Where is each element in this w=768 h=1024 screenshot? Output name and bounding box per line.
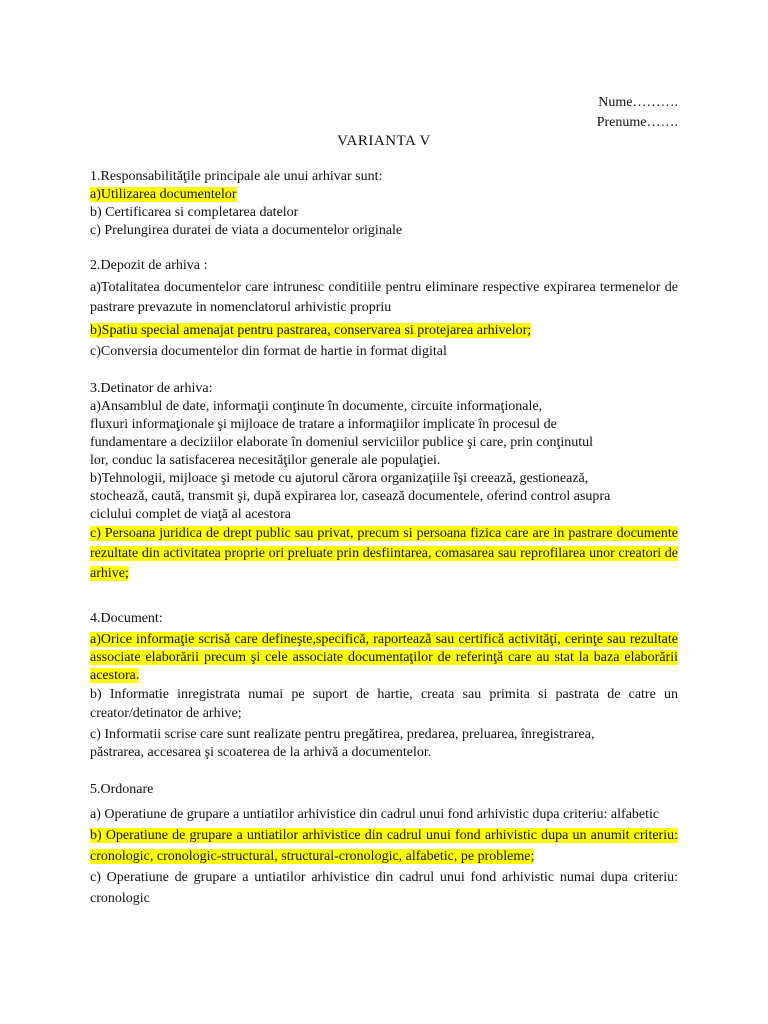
question-3-answer-b-line2: stochează, caută, transmit şi, după expirarea lor, casează documentele, oferind control asupra bbox=[90, 489, 611, 504]
nume-field: Nume………. bbox=[598, 95, 678, 110]
question-3-answer-a-line1: a)Ansamblul de date, informaţii conţinute în documente, circuite informaţionale, bbox=[90, 399, 543, 414]
question-3-answer-b-line3: ciclului complet de viaţă al acestora bbox=[90, 507, 291, 522]
question-2-answer-c: c)Conversia documentelor din format de hartie in format digital bbox=[90, 344, 447, 359]
question-4-answer-c-line1: c) Informatii scrise care sunt realizate pentru pregătirea, predarea, preluarea, înregistrarea, bbox=[90, 727, 595, 742]
page-title: VARIANTA V bbox=[337, 133, 431, 149]
question-2-answer-b: b)Spatiu special amenajat pentru pastrarea, conservarea si protejarea arhivelor; bbox=[90, 323, 532, 338]
question-3-answer-a-line2: fluxuri informaţionale şi mijloace de tratare a informaţiilor implicate în procesul de bbox=[90, 417, 557, 432]
question-5-answer-c: c) Operatiune de grupare a untiatilor arhivistice din cadrul unui fond arhivistic numai dupa criteriu: cronologic bbox=[90, 870, 678, 906]
question-1-answer-b: b) Certificarea si completarea datelor bbox=[90, 205, 299, 220]
question-4-answer-a: a)Orice informaţie scrisă care defineşte,specifică, raportează sau certifică activităţi, cerinţe sau rezultate associate elaborării precum şi cele associate documentaţilor de referinţă care au stat la baza elaborării acestora. bbox=[90, 632, 678, 683]
question-5-text: 5.Ordonare bbox=[90, 782, 154, 797]
question-3-text: 3.Detinator de arhiva: bbox=[90, 381, 213, 396]
question-2-text: 2.Depozit de arhiva : bbox=[90, 258, 208, 273]
question-5-answer-b: b) Operatiune de grupare a untiatilor arhivistice din cadrul unui fond arhivistic dupa un anumit criteriu: cronologic, cronologic-structural, structural-cronologic, alfabetic, pe probleme; bbox=[90, 828, 678, 864]
question-4-text: 4.Document: bbox=[90, 611, 163, 626]
question-1-answer-c: c) Prelungirea duratei de viata a documentelor originale bbox=[90, 223, 403, 238]
question-4-answer-b: b) Informatie inregistrata numai pe suport de hartie, creata sau primita si pastrata de catre un creator/detinator de arhive; bbox=[90, 687, 678, 721]
question-5-answer-a: a) Operatiune de grupare a untiatilor arhivistice din cadrul unui fond arhivistic dupa criteriu: alfabetic bbox=[90, 807, 660, 822]
question-1-answer-a: a)Utilizarea documentelor bbox=[90, 187, 237, 202]
question-3-answer-c: c) Persoana juridica de drept public sau privat, precum si persoana fizica care are in pastrare documente rezultate din activitatea proprie ori preluate prin desfiintarea, comasarea sau reprofilarea unor creatori de arhive; bbox=[90, 526, 678, 581]
question-2-answer-a: a)Totalitatea documentelor care intrunesc conditiile pentru eliminare respective expirarea termenelor de pastrare prevazute in nomenclatorul arhivistic propriu bbox=[90, 280, 678, 315]
question-1-text: 1.Responsabilităţile principale ale unui arhivar sunt: bbox=[90, 169, 383, 184]
question-1 bbox=[90, 168, 678, 240]
prenume-field: Prenume……. bbox=[596, 115, 678, 130]
question-3-answer-b-line1: b)Tehnologii, mijloace şi metode cu ajutorul cărora organizaţiile îşi creează, gestionează, bbox=[90, 471, 589, 486]
question-5 bbox=[90, 781, 678, 909]
question-3 bbox=[90, 380, 678, 584]
question-2 bbox=[90, 257, 678, 363]
question-3-answer-a-line3: fundamentare a deciziilor elaborate în domeniul serviciilor publice şi care, prin conţinutul bbox=[90, 435, 594, 450]
question-4 bbox=[90, 610, 678, 762]
question-3-answer-a-line4: lor, conduc la satisfacerea necesităţilor generale ale populaţiei. bbox=[90, 453, 441, 468]
name-fields bbox=[597, 93, 678, 133]
question-4-answer-c-line2: păstrarea, accesarea şi scoaterea de la arhivă a documentelor. bbox=[90, 745, 432, 760]
